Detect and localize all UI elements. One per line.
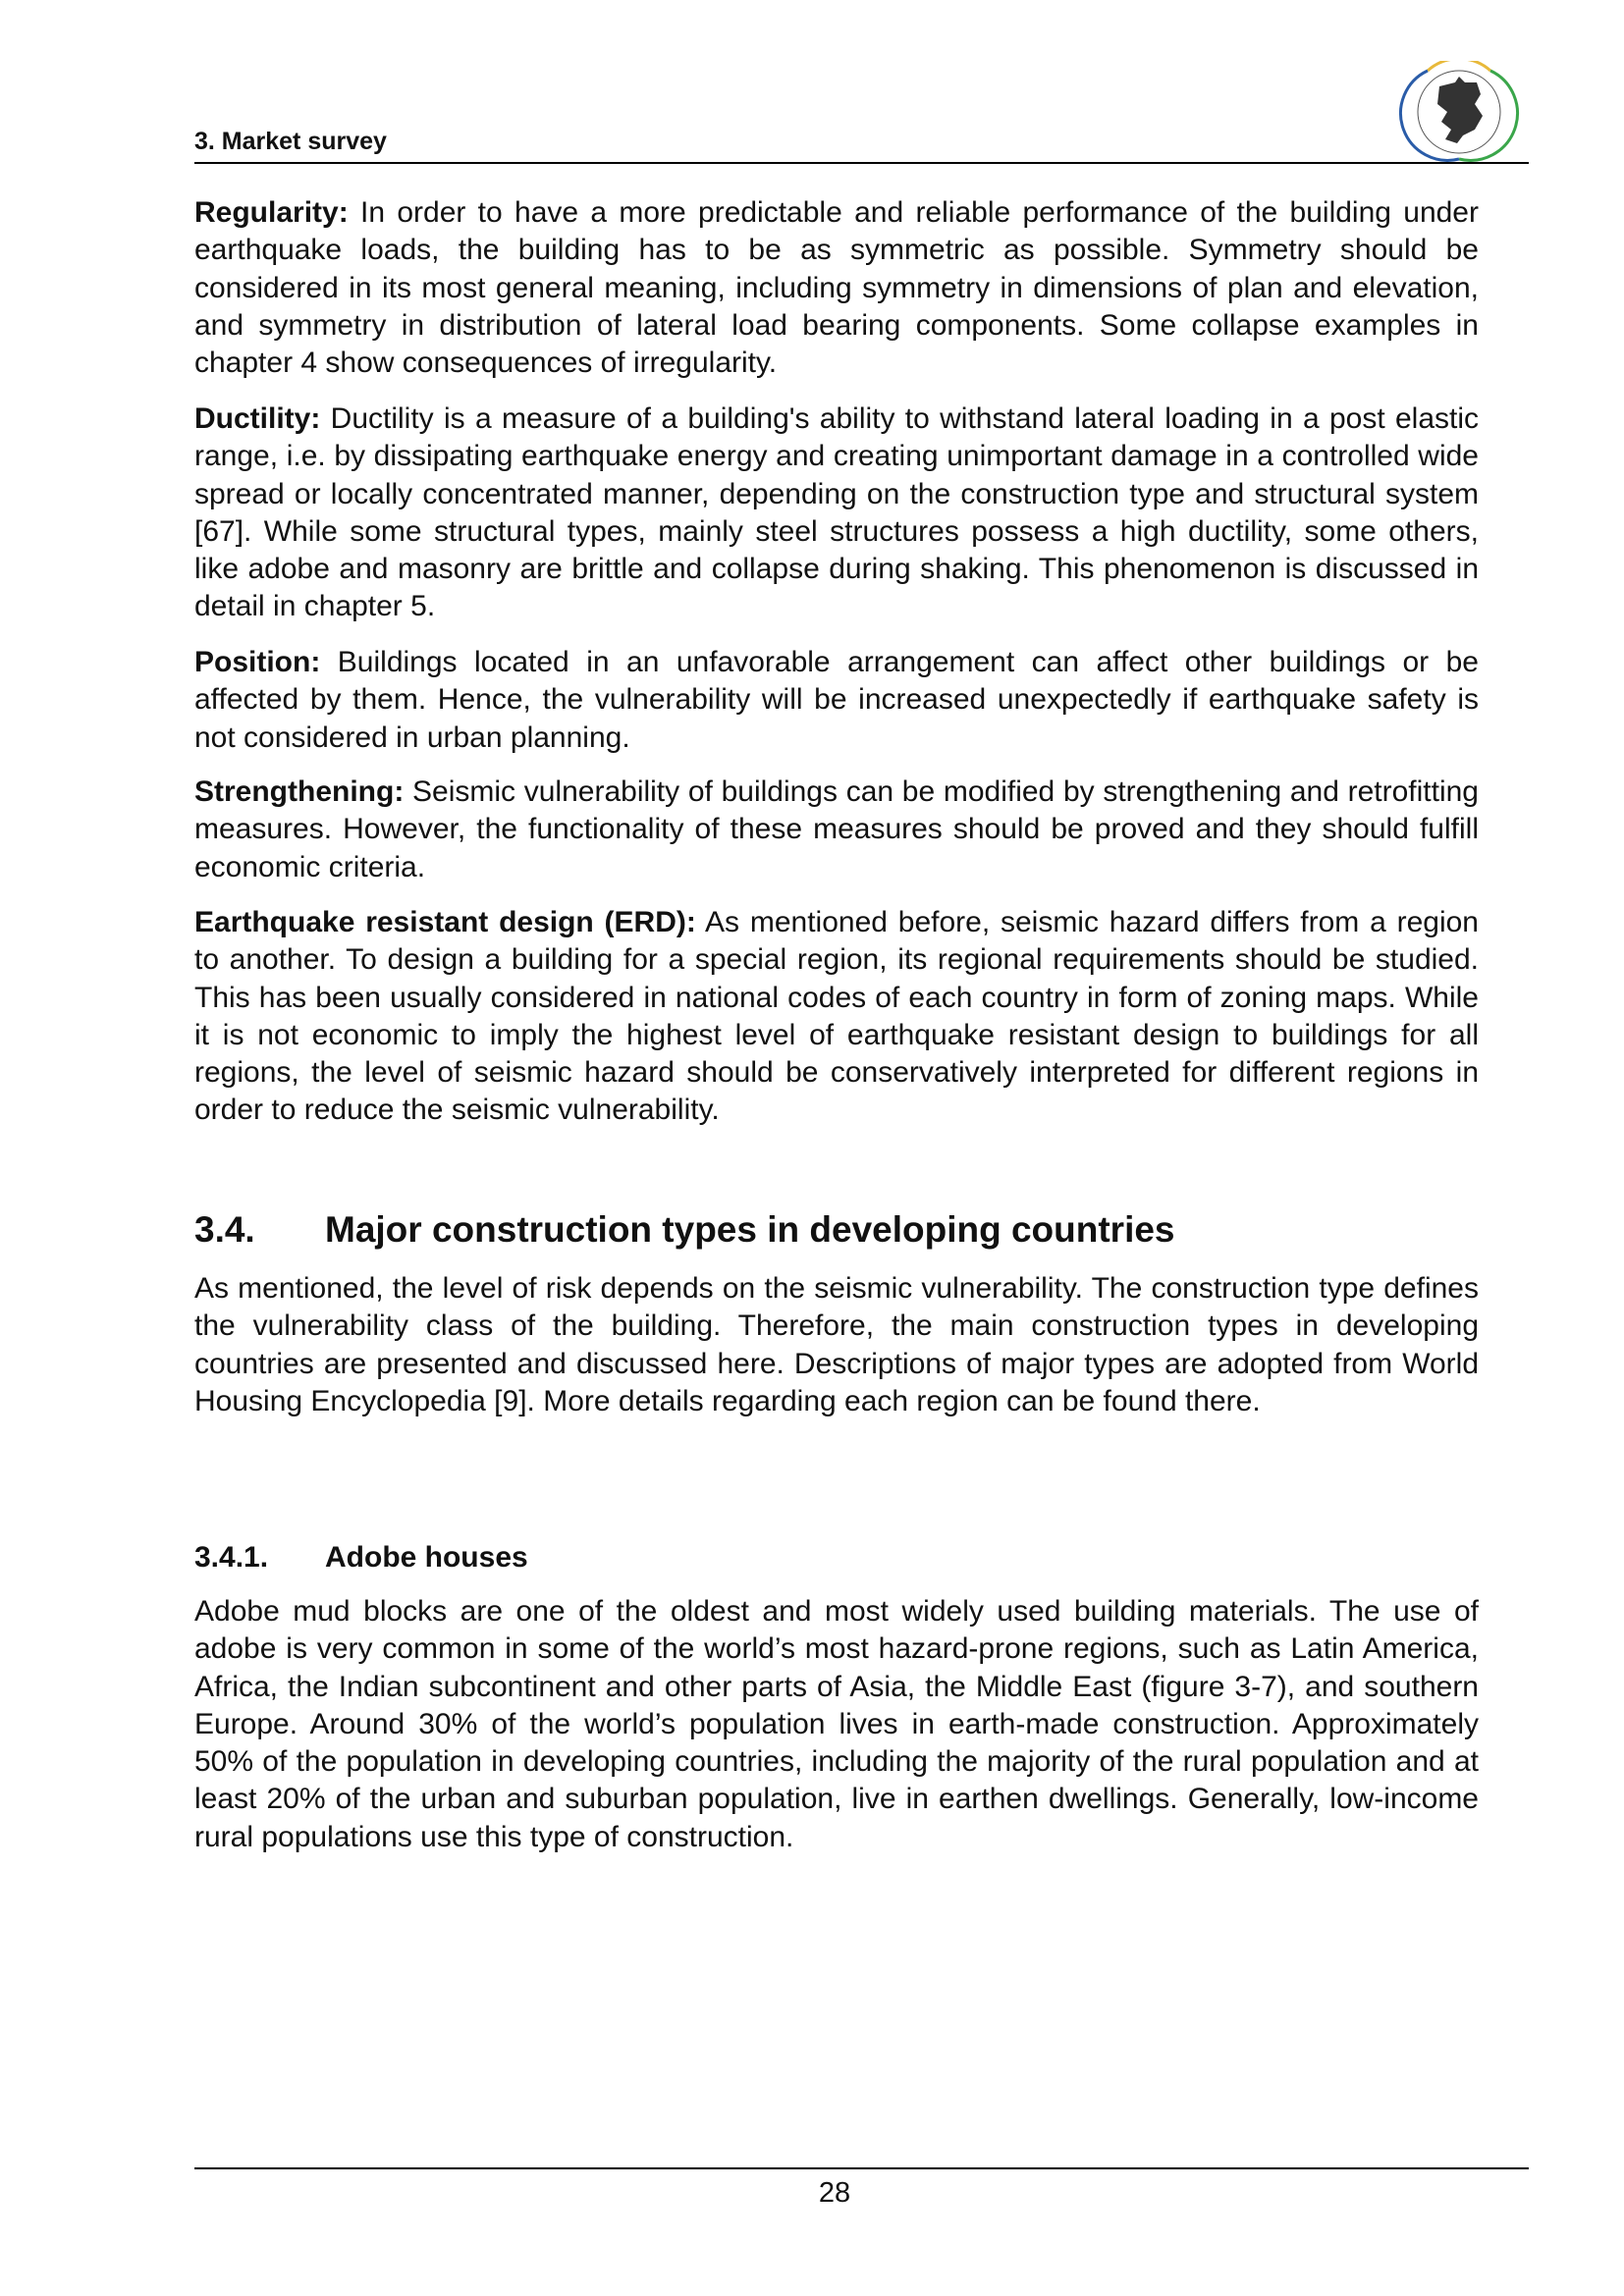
- paragraph-ductility: [194, 400, 1479, 626]
- paragraph-regularity: [194, 194, 1479, 382]
- term: Earthquake resistant design (ERD):: [194, 906, 696, 938]
- text: Seismic vulnerability of buildings can be modified by strengthening and retrofitting measures. However, the functionality of these measures should be proved and they should fulfill economic criteria.: [194, 775, 1479, 883]
- subsection-heading: [194, 1541, 528, 1575]
- paragraph-strengthening: [194, 774, 1479, 886]
- subsection-title: Adobe houses: [325, 1541, 528, 1574]
- subsection-number: 3.4.1.: [194, 1541, 269, 1574]
- header-rule: [194, 162, 1529, 164]
- term: Regularity:: [194, 196, 349, 229]
- page-number: 28: [818, 2177, 851, 2209]
- term: Ductility:: [194, 402, 321, 435]
- footer-rule: [194, 2167, 1529, 2169]
- section-paragraph: As mentioned, the level of risk depends on the seismic vulnerability. The construction type defines the vulnerability class of the building. Therefore, the main construction types in developing countries are presented and discussed here. Descriptions of major types are adopted from World Housing Encyclopedia [9]. More details regarding each region can be found there.: [194, 1272, 1479, 1417]
- text: Ductility is a measure of a building's ability to withstand lateral loading in a post elastic range, i.e. by dissipating earthquake energy and creating unimportant damage in a controlled wide spread or locally concentrated manner, depending on the construction type and structural system [67]. While some structural types, mainly steel structures possess a high ductility, some others, like adobe and masonry are brittle and collapse during shaking. This phenomenon is discussed in detail in chapter 5.: [194, 402, 1479, 623]
- term: Strengthening:: [194, 775, 405, 808]
- text: As mentioned before, seismic hazard differs from a region to another. To design a building for a special region, its regional requirements should be studied. This has been usually considered in national codes of each country in form of zoning maps. While it is not economic to imply the highest level of earthquake resistant design to buildings for all regions, the level of seismic hazard should be conservatively interpreted for different regions in order to reduce the seismic vulnerability.: [194, 906, 1479, 1127]
- university-seal-logo: [1398, 61, 1520, 163]
- running-header: 3. Market survey: [194, 128, 387, 155]
- paragraph-erd: [194, 904, 1479, 1130]
- section-title: Major construction types in developing countries: [325, 1209, 1175, 1250]
- subsection-paragraph: Adobe mud blocks are one of the oldest and most widely used building materials. The use of adobe is very common in some of the world’s most hazard-prone regions, such as Latin America, Africa, the Indian subcontinent and other parts of Asia, the Middle East (figure 3-7), and southern Europe. Around 30% of the world’s population lives in earth-made construction. Approximately 50% of the population in developing countries, including the majority of the rural population and at least 20% of the urban and suburban population, live in earthen dwellings. Generally, low-income rural populations use this type of construction.: [194, 1595, 1479, 1853]
- text: In order to have a more predictable and reliable performance of the building under earthquake loads, the building has to be as symmetric as possible. Symmetry should be considered in its most general meaning, including symmetry in dimensions of plan and elevation, and symmetry in distribution of lateral load bearing components. Some collapse examples in chapter 4 show consequences of irregularity.: [194, 196, 1479, 380]
- paragraph-position: [194, 644, 1479, 757]
- section-heading: [194, 1209, 1175, 1251]
- term: Position:: [194, 646, 321, 678]
- text: Buildings located in an unfavorable arrangement can affect other buildings or be affected by them. Hence, the vulnerability will be increased unexpectedly if earthquake safety is not considered in urban planning.: [194, 646, 1479, 754]
- section-number: 3.4.: [194, 1209, 255, 1250]
